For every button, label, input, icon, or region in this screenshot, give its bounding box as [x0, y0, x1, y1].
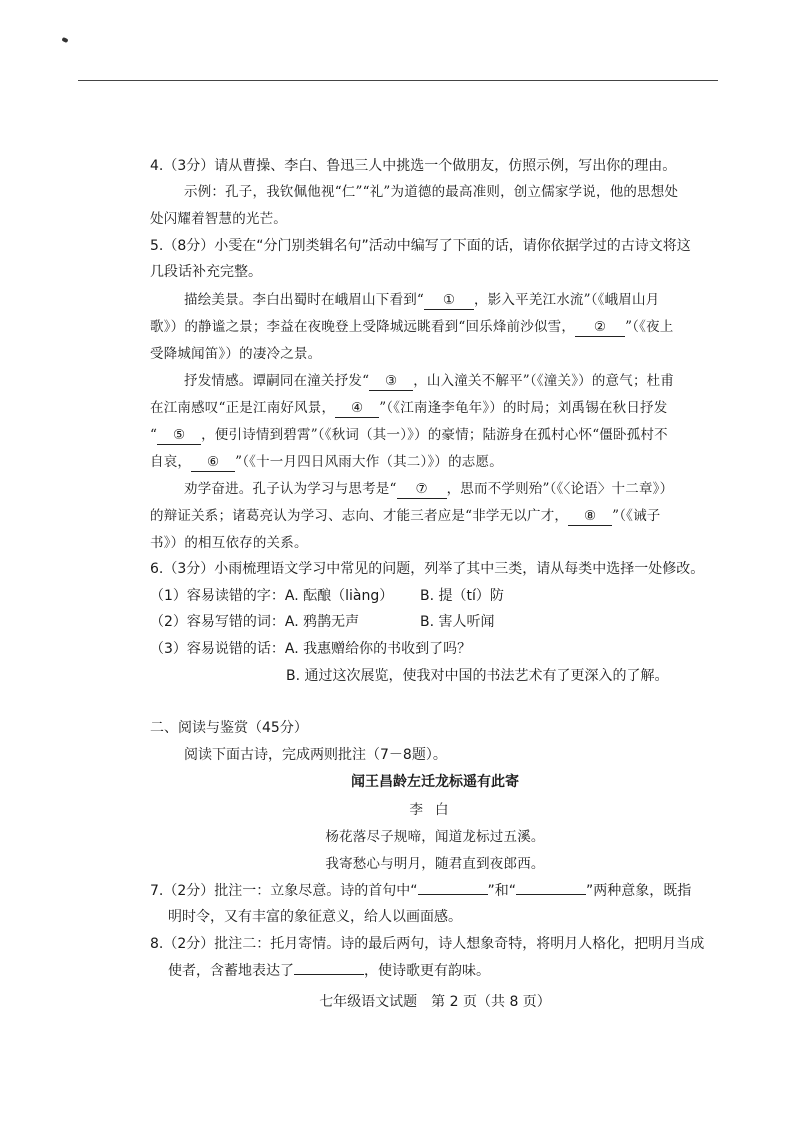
q5-para-1-line-3: 受降城闻笛》）的凄冷之景。: [150, 346, 322, 362]
q5-text: ，思而不学则殆”（《〈论语〉十二章》）: [446, 481, 674, 497]
top-rule: [78, 80, 718, 81]
q6-row-2-a: （2）容易写错的词：A. 鸦鹊无声: [150, 614, 360, 630]
q5-blank-8[interactable]: ⑧: [568, 508, 612, 526]
q5-text: ，便引诗情到碧霄”（《秋词（其一）》）的豪情；陆游身在孤村心怀“僵卧孤村不: [201, 427, 668, 443]
q5-text: “: [150, 427, 158, 443]
section-2-title: 二、阅读与鉴赏（45分）: [150, 720, 308, 736]
poem-line-1: 杨花落尽子规啼，闻道龙标过五溪。: [325, 829, 545, 845]
section-2-intro: 阅读下面古诗，完成两则批注（7－8题）。: [184, 747, 447, 763]
q7-text: ”两种意象，既指: [586, 883, 692, 899]
q8-blank[interactable]: [294, 974, 364, 975]
q5-para-2-line-2: [150, 398, 720, 418]
q5-blank-5[interactable]: ⑤: [157, 427, 201, 445]
q7-text: 7.（2分）批注一：立象尽意。诗的首句中“: [150, 883, 418, 899]
q5-para-1-line-2: [150, 317, 720, 337]
q4-stem: 4.（3分）请从曹操、李白、鲁迅三人中挑选一个做朋友，仿照示例，写出你的理由。: [150, 158, 677, 174]
q5-para-2-line-1: [184, 371, 724, 391]
poem-line-2: 我寄愁心与明月，随君直到夜郎西。: [325, 856, 545, 872]
q5-blank-6[interactable]: ⑥: [191, 454, 235, 472]
q5-stem-line-1: 5.（8分）小雯在“分门别类辑名句”活动中编写了下面的话，请你依据学过的古诗文将这: [150, 238, 691, 254]
q5-para-3-line-2: [150, 506, 720, 526]
q6-row-3: （3）容易说错的话：A. 我惠赠给你的书收到了吗？: [150, 641, 472, 657]
q8-line-2: [168, 961, 738, 981]
q6-row-2-b: B. 害人听闻: [420, 614, 495, 630]
q5-text: 歌》）的静谧之景；李益在夜晚登上受降城远眺看到“回乐烽前沙似雪，: [150, 319, 576, 335]
q4-example-line-2: 处闪耀着智慧的光芒。: [150, 211, 287, 227]
q7-text: ”和“: [487, 883, 517, 899]
q5-text: ，山入潼关不解平”（《潼关》）的意气；杜甫: [413, 373, 675, 389]
q5-para-3-line-3: 书》）的相互依存的关系。: [150, 535, 308, 551]
q8-text: ，使诗歌更有韵味。: [364, 963, 490, 979]
q5-stem-line-2: 几段话补充完整。: [150, 264, 262, 280]
q5-blank-1[interactable]: ①: [424, 292, 474, 310]
q5-text: 在江南感叹“正是江南好风景，: [150, 400, 336, 416]
q6-row-3-b: B. 通过这次展览，使我对中国的书法艺术有了更深入的了解。: [286, 668, 669, 684]
q5-text: 抒发情感。谭嗣同在潼关抒发“: [184, 373, 370, 389]
q7-blank-2[interactable]: [516, 894, 586, 895]
q5-para-3-line-1: [184, 479, 724, 499]
q5-blank-3[interactable]: ③: [369, 373, 413, 391]
q6-row-1-b: B. 提（tí）防: [420, 588, 504, 604]
q4-example-line-1: 示例：孔子，我钦佩他视“仁”“礼”为道德的最高准则，创立儒家学说，他的思想处: [184, 184, 679, 200]
q8-line-1: 8.（2分）批注二：托月寄情。诗的最后两句，诗人想象奇特，将明月人格化，把明月当成: [150, 936, 705, 952]
q6-row-1-a: （1）容易读错的字：A. 酝酿（liàng）: [150, 588, 394, 604]
q5-text: ，影入平羌江水流”（《峨眉山月: [474, 292, 660, 308]
q6-stem: 6.（3分）小雨梳理语文学习中常见的问题，列举了其中三类，请从每类中选择一处修改。: [150, 561, 705, 577]
q5-text: ”（《夜上: [625, 319, 674, 335]
q5-text: 劝学奋进。孔子认为学习与思考是“: [184, 481, 397, 497]
q7-line-2: 明时令，又有丰富的象征意义，给人以画面感。: [168, 909, 462, 925]
q5-text: 描绘美景。李白出蜀时在峨眉山下看到“: [184, 292, 425, 308]
q5-para-1-line-1: [184, 290, 724, 310]
q5-blank-7[interactable]: ⑦: [397, 481, 447, 499]
q8-text: 使者，含蓄地表达了: [168, 963, 294, 979]
q5-text: 的辩证关系；诸葛亮认为学习、志向、才能三者应是“非学无以广才，: [150, 508, 569, 524]
q5-para-2-line-3: [150, 425, 720, 445]
q5-text: ”（《十一月四日风雨大作（其二）》）的志愿。: [235, 454, 503, 470]
q5-text: ”（《江南逢李龟年》）的时局；刘禹锡在秋日抒发: [379, 400, 668, 416]
page-footer: 七年级语文试题 第 2 页（共 8 页）: [319, 994, 551, 1010]
q6-row-1: [150, 586, 720, 606]
q5-text: 自哀，: [150, 454, 192, 470]
q7-blank-1[interactable]: [418, 894, 488, 895]
poem-title: 闻王昌龄左迁龙标遥有此寄: [351, 774, 519, 790]
q6-row-2: [150, 612, 720, 632]
scan-speck: [61, 37, 68, 43]
poem-author: 李白: [409, 802, 461, 818]
q5-para-2-line-4: [150, 452, 720, 472]
q5-blank-2[interactable]: ②: [575, 319, 625, 337]
q5-text: ”（《诫子: [612, 508, 661, 524]
q5-blank-4[interactable]: ④: [335, 400, 379, 418]
q7-line-1: [150, 881, 720, 901]
